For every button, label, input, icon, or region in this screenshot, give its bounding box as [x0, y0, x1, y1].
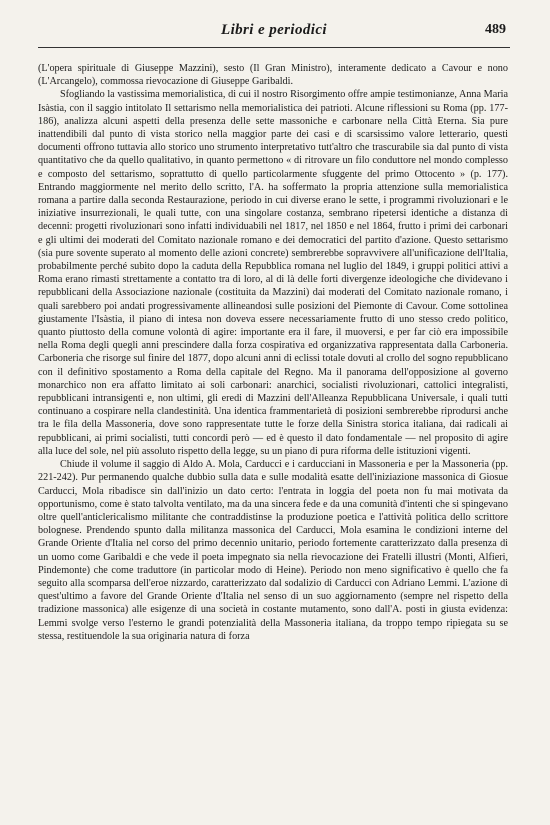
running-title: Libri e periodici [221, 22, 327, 38]
paragraph-mola: Chiude il volume il saggio di Aldo A. Mola, Carducci e i carducciani in Massoneria e per la Massoneria (pp. 221-242). Pur permanendo qualche dubbio sulla data e sulle modalità esatte dell'iniziazione massonica di Giosue Carducci, Mola ribadisce sin dall'inizio un dato certo: l'entrata in loggia del poeta non fu mai motivata da opportunismo, come è stato talvolta ventilato, ma da una sincera fede e da una comunità d'intenti che si spingevano oltre quell'anticlericalismo militante che contraddistinse la produzione poetica e l'attività politica dello scrittore bolognese. Prendendo spunto dalla militanza massonica del Carducci, Mola esamina le condizioni interne del Grande Oriente d'Italia nel corso del primo decennio unitario, periodo fortemente caratterizzato dalla presenza di un uomo come Garibaldi e che vede il poeta impegnato sia nella rievocazione dei Fratelli illustri (Monti, Alfieri, Pindemonte) che come traduttore (in particolar modo di Heine). Periodo non meno significativo è quello che fa seguito alla scomparsa dell'eroe nizzardo, caratterizzato dal sodalizio di Carducci con Adriano Lemmi. L'azione di quest'ultimo a favore del Grande Oriente d'Italia nel senso di un suo aggiornamento (sempre nel rispetto della tradizione massonica) alle esigenze di una società in costante mutamento, sono dall'A. posti in giusta evidenza: Lemmi svolge verso l'esterno le grandi potenzialità della Massoneria italiana, da troppo tempo ripiegata su se stessa, restituendole la sua originaria natura di forza [38, 459, 508, 642]
paragraph-isastia: Sfogliando la vastissima memorialistica, di cui il nostro Risorgimento offre ampie testimonianze, Anna Maria Isàstia, con il saggio intitolato Il settarismo nella memorialistica dei patrioti. Alcune riflessioni su Roma (pp. 177-186), analizza alcuni aspetti della presenza delle sette massoniche e carbonare nella Città Eterna. Sia pure inattendibili dal punto di vista storico nella maggior parte dei casi e di scarsissimo valore letterario, questi documenti offrono tuttavia allo storico uno strumento interpretativo tutt'altro che trascurabile sia dal punto di vista quantitativo che da quello qualitativo, in quanto permettono « di ritrovare un filo conduttore nel mondo complesso e composto del settarismo, soprattutto di quello particolarmente sfuggente del primo Ottocento » (p. 177). Entrando maggiormente nel merito dello scritto, l'A. ha soffermato la propria attenzione sulla memorialistica romana a partire dalla seconda Restaurazione, periodo in cui diverse erano le sette, i programmi rivoluzionari e le iniziative insurrezionali, le quali tutte, con una singolare costanza, sembrano ripetersi identiche a distanza di decenni: progetti rivoluzionari sono infatti individuabili nel 1817, nel 1850 e nel 1864, frutto i primi dei carbonari e gli ultimi dei moderati del Comitato nazionale romano e dei democratici del partito d'azione. Questo settarismo (sia pure sovente superato al momento delle azioni concrete) sembrerebbe sopravvivere all'unificazione dell'Italia, probabilmente perché subito dopo la caduta della Repubblica romana nel luglio del 1849, i gruppi politici attivi a Roma erano rimasti strettamente a contatto tra di loro, al di là delle forti divergenze ideologiche che dividevano i repubblicani della Associazione nazionale (costituita da Mazzini) dai moderati del Comitato nazionale romano, i quali sarebbero poi andati progressivamente allineandosi sulle posizioni del Piemonte di Cavour. Come sottolinea giustamente l'Isàstia, il piano di intesa non doveva essere necessariamente frutto di uno stesso credo politico, quanto piuttosto della comune volontà di agire: importante era il fare, il muoversi, e per far ciò era impossibile nella Roma degli quegli anni prescindere dalla forza cospirativa ed organizzativa rappresentata dalla Carboneria. Carboneria che risorge sul finire del 1877, dopo alcuni anni di eclissi totale dovuti al crollo del sogno repubblicano con il definitivo spostamento a Roma della capitale del Regno. Ma il panorama dell'opposizione al governo monarchico non era affatto limitato ai soli carbonari: anarchici, socialisti rivoluzionari, cattolici integralisti, repubblicani intransigenti e, non ultimi, gli eredi di Mazzini dell'Alleanza Repubblicana Universale, i quali tutti continuano a cospirare nella clandestinità. Una identica frammentarietà di posizioni sembrerebbe riprodursi anche tra le fila della Massoneria, dove sono rappresentate tutte le forze della Sinistra storica italiana, dai radicali ai repubblicani, ai primi socialisti, tutti concordi però — ed è questo il dato fondamentale — nel proposito di agire alla luce del sole, nel più assoluto rispetto della legge, su un piano di pura riforma delle istituzioni vigenti. [38, 89, 508, 457]
running-header [42, 22, 506, 44]
paragraph-continuation: (L'opera spirituale di Giuseppe Mazzini), sesto (Il Gran Ministro), interamente dedicato a Cavour e nono (L'Arcangelo), commossa rievocazione di Giuseppe Garibaldi. [38, 63, 508, 88]
page-number: 489 [485, 22, 506, 37]
header-rule [38, 47, 510, 48]
body-text [38, 62, 508, 643]
